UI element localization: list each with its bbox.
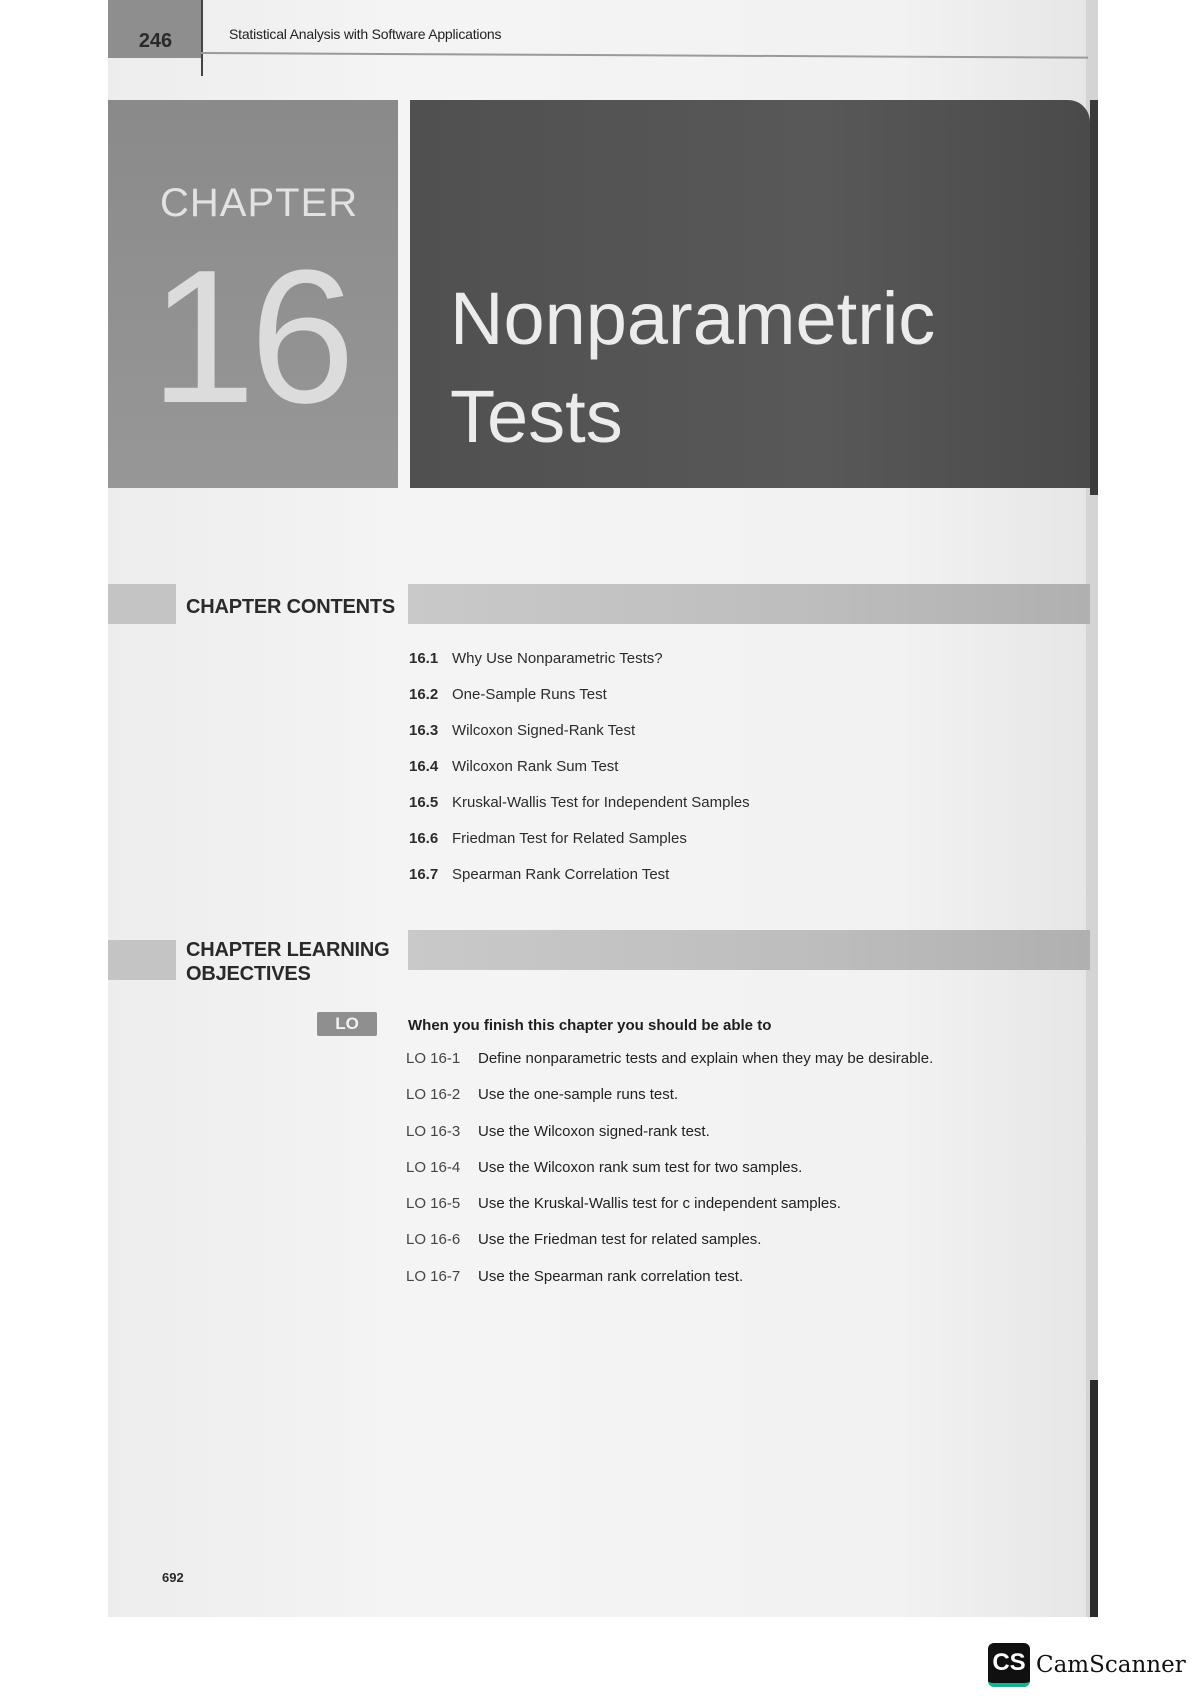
objectives-band bbox=[408, 930, 1090, 970]
objective-item: LO 16-5 Use the Kruskal-Wallis test for c independent samples. bbox=[406, 1195, 841, 1213]
contents-item: 16.3 Wilcoxon Signed-Rank Test bbox=[409, 722, 636, 739]
camscanner-logo-icon: CS bbox=[988, 1643, 1030, 1687]
folio: 692 bbox=[162, 1570, 184, 1585]
chapter-title bbox=[450, 270, 1070, 466]
objective-item: LO 16-2 Use the one-sample runs test. bbox=[406, 1086, 679, 1104]
chapter-title-line-1: Nonparametric bbox=[450, 277, 936, 360]
objective-item: LO 16-4 Use the Wilcoxon rank sum test for two samples. bbox=[406, 1158, 803, 1176]
page-number-tab: 246 bbox=[108, 0, 203, 58]
contents-item: 16.7 Spearman Rank Correlation Test bbox=[409, 866, 670, 883]
contents-tab bbox=[108, 584, 176, 624]
header-divider bbox=[201, 0, 203, 76]
chapter-number: 16 bbox=[150, 231, 350, 443]
contents-heading: CHAPTER CONTENTS bbox=[186, 596, 396, 618]
contents-band bbox=[408, 584, 1090, 624]
objective-item: LO 16-1 Define nonparametric tests and explain when they may be desirable. bbox=[406, 1050, 934, 1067]
objective-item: LO 16-6 Use the Friedman test for related samples. bbox=[406, 1231, 762, 1249]
page-edge-dark-strip-lower bbox=[1090, 1380, 1098, 1617]
objective-item: LO 16-7 Use the Spearman rank correlation test. bbox=[406, 1267, 744, 1285]
objectives-list bbox=[406, 1050, 933, 1304]
contents-item: 16.1 Why Use Nonparametric Tests? bbox=[409, 650, 663, 667]
contents-item: 16.2 One-Sample Runs Test bbox=[409, 686, 607, 703]
objectives-tab bbox=[108, 940, 176, 980]
lo-badge: LO bbox=[317, 1012, 377, 1036]
contents-item: 16.5 Kruskal-Wallis Test for Independent Samples bbox=[409, 794, 750, 811]
contents-item: 16.4 Wilcoxon Rank Sum Test bbox=[409, 758, 619, 775]
running-head: Statistical Analysis with Software Applications bbox=[229, 26, 502, 42]
page-edge-dark-strip bbox=[1090, 100, 1098, 495]
camscanner-watermark: CamScanner bbox=[1036, 1652, 1186, 1678]
contents-item: 16.6 Friedman Test for Related Samples bbox=[409, 830, 687, 847]
objective-item: LO 16-3 Use the Wilcoxon signed-rank test. bbox=[406, 1122, 710, 1140]
objectives-intro: When you finish this chapter you should be able to bbox=[408, 1017, 772, 1034]
chapter-title-line-2: Tests bbox=[450, 375, 623, 458]
objectives-heading: CHAPTER LEARNING OBJECTIVES bbox=[186, 939, 390, 985]
contents-list bbox=[409, 650, 750, 902]
chapter-label: CHAPTER bbox=[160, 181, 359, 225]
